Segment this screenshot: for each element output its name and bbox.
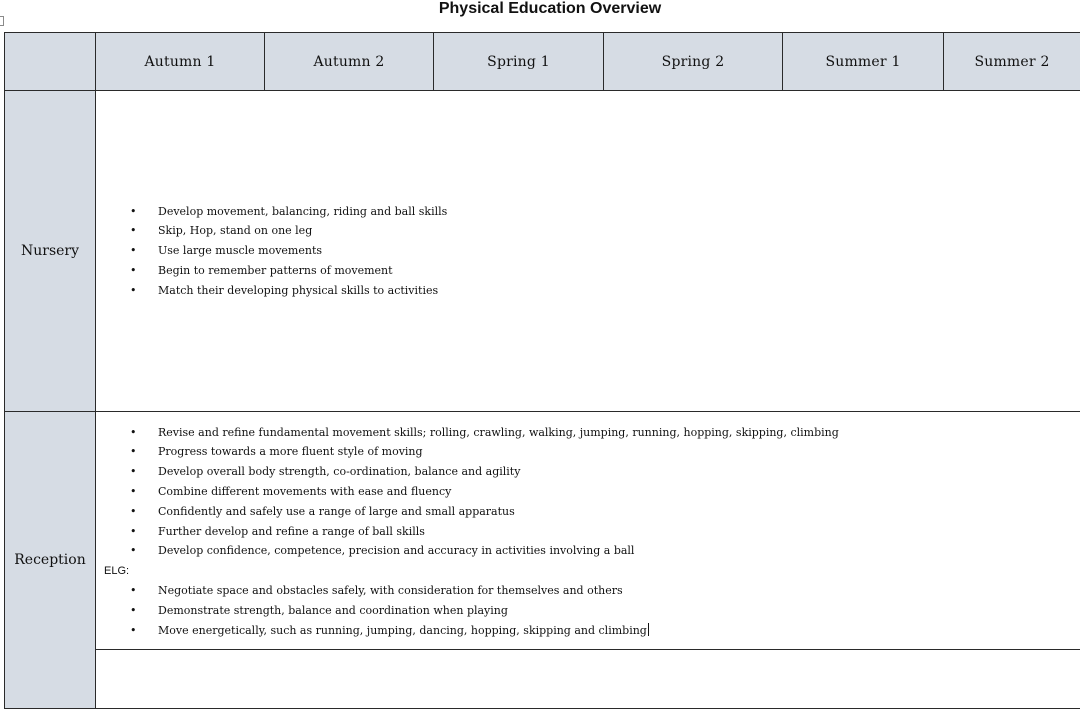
list-item: • Develop overall body strength, co-ordination, balance and agility (130, 462, 1080, 482)
page-title: Physical Education Overview (438, 0, 662, 17)
header-row (5, 33, 1080, 91)
bullet-icon: • (130, 603, 137, 617)
bullet-icon: • (130, 244, 137, 258)
nursery-content-cell[interactable] (96, 91, 1080, 412)
list-item: • Develop confidence, competence, precision and accuracy in activities involving a ball (130, 541, 1080, 561)
bullet-icon: • (130, 224, 137, 238)
list-item: • Use large muscle movements (130, 241, 1080, 261)
list-item: • Confidently and safely use a range of large and small apparatus (130, 502, 1080, 522)
bullet-icon: • (130, 263, 137, 277)
list-item: • Develop movement, balancing, riding and ball skills (130, 202, 1080, 222)
bullet-icon: • (130, 283, 137, 297)
bullet-icon: • (130, 544, 137, 558)
list-item: • Begin to remember patterns of movement (130, 261, 1080, 281)
reception-row (5, 412, 1080, 650)
list-item: • Further develop and refine a range of ball skills (130, 522, 1080, 542)
nursery-points-list (96, 202, 1080, 301)
bullet-icon: • (130, 484, 137, 498)
reception-empty-cell[interactable] (96, 650, 1080, 709)
bullet-icon: • (130, 504, 137, 518)
bullet-icon: • (130, 584, 137, 598)
term-header-summer-1[interactable]: Summer 1 (783, 33, 944, 91)
corner-cell[interactable] (5, 33, 96, 91)
list-item: • Combine different movements with ease and fluency (130, 482, 1080, 502)
list-item: • Revise and refine fundamental movement skills; rolling, crawling, walking, jumping, running, hopping, skipping, climbing (130, 423, 1080, 443)
reception-content-cell[interactable] (96, 412, 1080, 650)
term-header-autumn-1[interactable]: Autumn 1 (96, 33, 265, 91)
list-item: • Skip, Hop, stand on one leg (130, 221, 1080, 241)
table-move-handle[interactable] (0, 16, 4, 26)
bullet-icon: • (130, 524, 137, 538)
row-label-nursery[interactable]: Nursery (5, 91, 96, 412)
list-item: • Negotiate space and obstacles safely, with consideration for themselves and others (130, 581, 1080, 601)
bullet-icon: • (130, 204, 137, 218)
elg-label: ELG: (104, 565, 130, 578)
bullet-icon: • (130, 623, 137, 637)
list-item: • Move energetically, such as running, jumping, dancing, hopping, skipping and climbing (130, 621, 1080, 641)
pe-overview-table (4, 32, 1080, 709)
list-item: • Progress towards a more fluent style of moving (130, 442, 1080, 462)
term-header-spring-2[interactable]: Spring 2 (604, 33, 783, 91)
term-header-summer-2[interactable]: Summer 2 (944, 33, 1080, 91)
reception-extra-row (5, 650, 1080, 709)
nursery-row (5, 91, 1080, 412)
term-header-autumn-2[interactable]: Autumn 2 (265, 33, 434, 91)
text-cursor (648, 623, 649, 636)
row-label-reception[interactable]: Reception (5, 412, 96, 709)
bullet-icon: • (130, 425, 137, 439)
bullet-icon: • (130, 445, 137, 459)
reception-points-list (96, 423, 1080, 562)
elg-points-list (96, 581, 1080, 640)
list-item: • Match their developing physical skills to activities (130, 281, 1080, 301)
list-item: • Demonstrate strength, balance and coordination when playing (130, 601, 1080, 621)
bullet-icon: • (130, 465, 137, 479)
term-header-spring-1[interactable]: Spring 1 (434, 33, 604, 91)
